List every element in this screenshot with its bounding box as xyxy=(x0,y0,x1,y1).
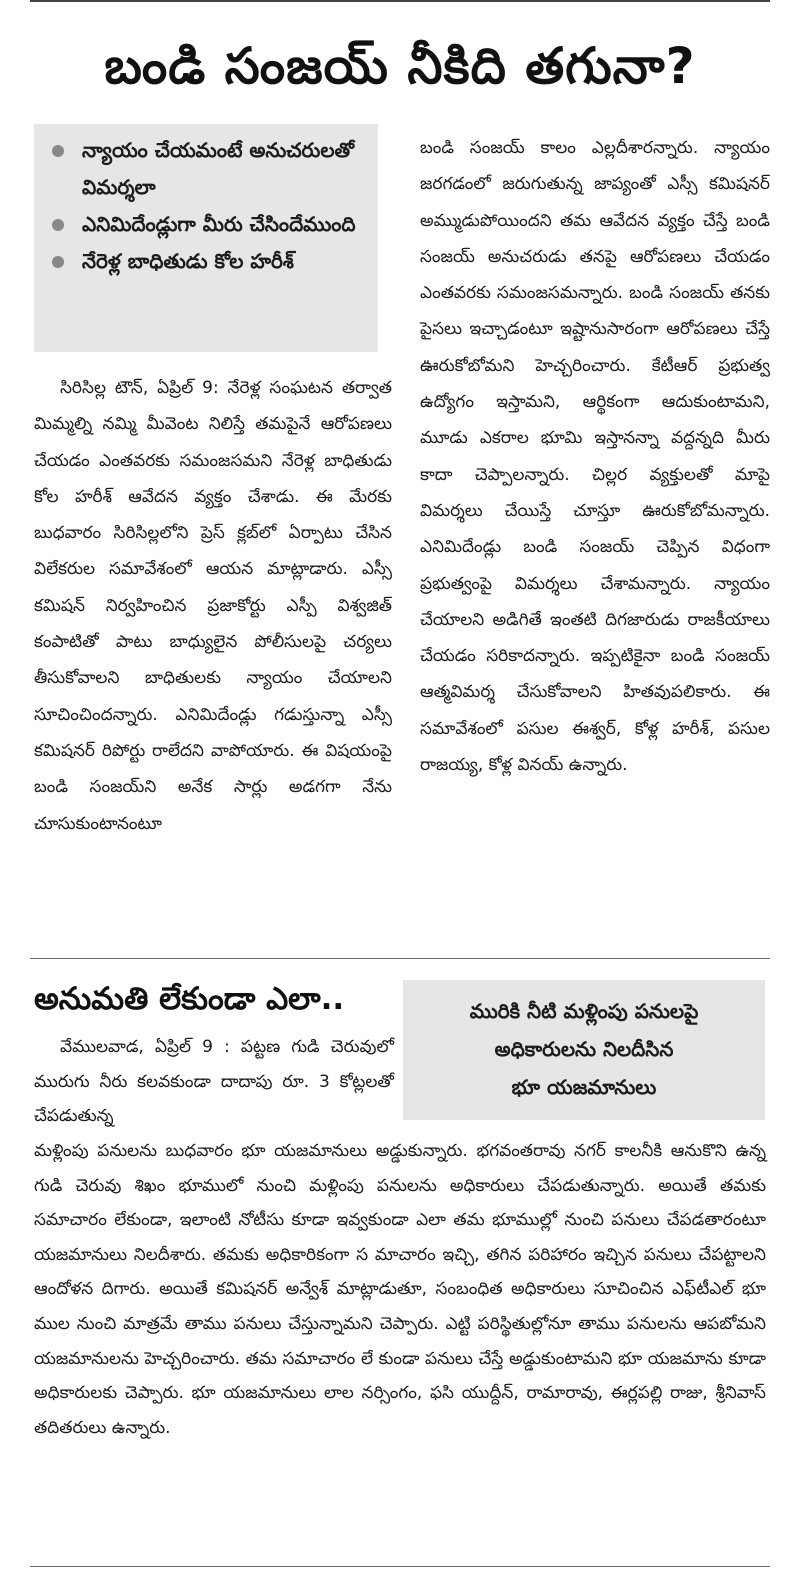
bottom-divider xyxy=(30,1566,770,1567)
bullet-icon xyxy=(52,256,64,268)
article1-paragraph: సిరిసిల్ల టౌన్, ఏప్రిల్ 9: నేరెళ్ల సంఘటన తర్వాత మిమ్మల్ని నమ్మి మీవెంట నిలిస్తే తమపైనే ఆరోపణలు చేయడం ఎంతవరకు సమంజసమని నేరెళ్ల బాధితుడు కోల హరీశ్ ఆవేదన వ్యక్తం చేశాడు. ఈ మేరకు బుధవారం సిరిసిల్లలోని ప్రెస్ క్లబ్‌లో ఏర్పాటు చేసిన విలేకరుల సమావేశంలో ఆయన మాట్లాడారు. ఎస్సీ కమిషన్ నిర్వహించిన ప్రజాకోర్టు ఎస్పీ విశ్వజిత్ కంపాటితో పాటు బాధ్యులైన పోలీసులపై చర్యలు తీసుకోవాలని బాధితులకు న్యాయం చేయాలని సూచించిందన్నారు. ఎనిమిదేండ్లు గడుస్తున్నా ఎస్సీ కమిషనర్ రిపోర్టు రాలేదని వాపోయారు. ఈ విషయంపై బండి సంజయ్‌ని అనేక సార్లు అడగగా నేను చూసుకుంటానంటూ xyxy=(34,378,392,834)
bullet-icon xyxy=(52,219,64,231)
section-divider xyxy=(30,958,770,959)
highlights-box xyxy=(34,124,378,352)
highlight-item: ఎనిమిదేండ్లుగా మీరు చేసిందేముంది xyxy=(50,206,368,243)
highlight-item: నేరెళ్ల బాధితుడు కోల హరీశ్ xyxy=(50,243,368,280)
article1-right-column xyxy=(420,130,770,783)
article1-left-column xyxy=(34,370,392,842)
sidebox-line: మురికి నీటి మళ్లింపు పనులపై xyxy=(469,999,699,1023)
article1-paragraph: బండి సంజయ్ కాలం ఎల్లదీశారన్నారు. న్యాయం జరగడంలో జరుగుతున్న జాప్యంతో ఎస్సీ కమిషనర్ అమ్ముడుపోయిందని తమ ఆవేదన వ్యక్తం చేస్తే బండి సంజయ్ అనుచరుడు తనపై ఆరోపణలు చేయడం ఎంతవరకు సమంజసమన్నారు. బండి సంజయ్ తనకు పైసలు ఇచ్చాడంటూ ఇష్టానుసారంగా ఆరోపణలు చేస్తే ఊరుకోబోమని హెచ్చరించారు. కేటీఆర్ ప్రభుత్వ ఉద్యోగం ఇస్తామని, ఆర్థికంగా ఆదుకుంటామని, మూడు ఎకరాల భూమి ఇస్తానన్నా వద్దన్నది మీరు కాదా చెప్పాలన్నారు. చిల్లర వ్యక్తులతో మాపై విమర్శలు చేయిస్తే చూస్తూ ఊరుకోబోమన్నారు. ఎనిమిదేండ్లు బండి సంజయ్ చెప్పిన విధంగా ప్రభుత్వంపై విమర్శలు చేశామన్నారు. న్యాయం చేయాలని అడిగితే ఇంతటి దిగజారుడు రాజకీయాలు చేయడం సరికాదన్నారు. ఇప్పటికైనా బండి సంజయ్ ఆత్మవిమర్శ చేసుకోవాలని హితవుపలికారు. ఈ సమావేశంలో పసుల ఈశ్వర్, కోళ్ల హరీశ్, పసుల రాజయ్య, కోళ్ల వినయ్ ఉన్నారు. xyxy=(420,138,770,776)
sidebox-line: భూ యజమానులు xyxy=(511,1075,657,1099)
headline: బండి సంజయ్ నీకిది తగునా? xyxy=(104,37,696,95)
top-divider xyxy=(30,0,770,2)
highlight-item: న్యాయం చేయమంటే అనుచరులతో విమర్శలా xyxy=(50,132,368,206)
article2-intro: వేములవాడ, ఏప్రిల్ 9 : పట్టణ గుడి చెరువులో మురుగు నీరు కలవకుండా దాదాపు రూ. 3 కోట్లలతో చేపడుతున్న xyxy=(34,1037,394,1126)
sidebox-line: అధికారులను నిలదీసిన xyxy=(494,1037,674,1061)
article2-headline: అనుమతి లేకుండా ఎలా.. xyxy=(34,981,345,1017)
bullet-icon xyxy=(52,145,64,157)
article2-body: మళ్లింపు పనులను బుధవారం భూ యజమానులు అడ్డుకున్నారు. భగవంతరావు నగర్ కాలనీకి ఆనుకొని ఉన్న గుడి చెరువు శిఖం భూములో నుంచి మళ్లింపు పనులను అధికారులు చేపడుతున్నారు. అయితే తమకు సమాచారం లేకుండా, ఇలాంటి నోటీసు కూడా ఇవ్వకుండా ఎలా తమ భూముల్లో నుంచి పనులు చేపడతారంటూ యజమానులు నిలదీశారు. తమకు అధికారికంగా స మాచారం ఇచ్చి, తగిన పరిహారం ఇచ్చిన పనులు చేపట్టాలని ఆందోళన దిగారు. అయితే కమిషనర్ అన్వేశ్ మాట్లాడుతూ, సంబంధిత అధికారులు సూచించిన ఎఫ్‌టీఎల్ భూ ముల నుంచి మాత్రమే తాము పనులు చేస్తున్నామని చెప్పారు. ఎట్టి పరిస్థితుల్లోనూ తాము పనులను ఆపబోమని యజమానులను హెచ్చరించారు. తమ సమాచారం లే కుండా పనులు చేస్తే అడ్డుకుంటామని భూ యజమాను కూడా అధికారులకు చెప్పారు. భూ యజమానులు లాల నర్సింగం, ఫసి యుద్దీన్, రామారావు, ఈర్లపల్లి రాజు, శ్రీనివాస్ తదితరులు ఉన్నారు. xyxy=(34,1141,766,1438)
article2-sidebox xyxy=(403,980,765,1120)
